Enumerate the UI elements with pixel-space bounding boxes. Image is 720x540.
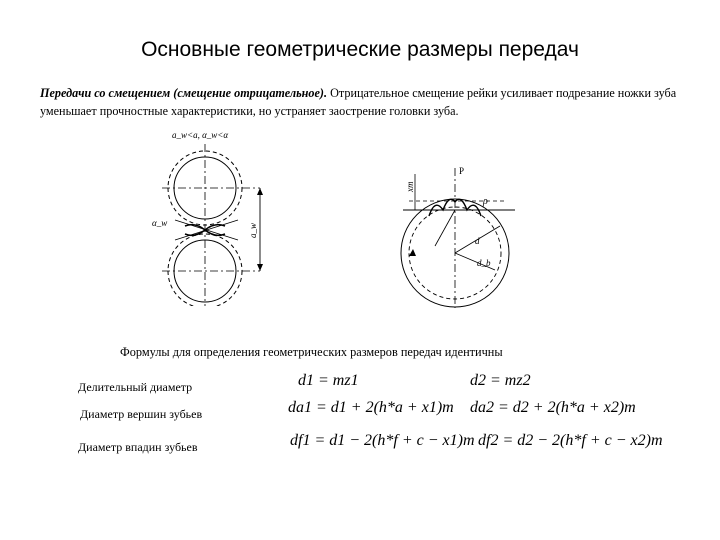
- formula-da1-text: da1 = d1 + 2(h*a + x1)m: [288, 399, 454, 416]
- intro-lead: Передачи со смещением (смещение отрицательное).: [40, 86, 328, 100]
- formula-df1-text: df1 = d1 − 2(h*f + c − x1)m: [290, 432, 475, 449]
- formula-d2: [470, 372, 531, 390]
- row-label-root-diameter: Диаметр впадин зубьев: [78, 440, 198, 454]
- meshing-gears-diagram: [150, 126, 280, 306]
- dim-arrow-bottom: [257, 264, 263, 271]
- rack-offset-diagram: [395, 158, 525, 308]
- db-label: d_b: [477, 258, 491, 268]
- gears-top-label: a_w<a, α_w<α: [172, 130, 229, 140]
- formula-da2: [470, 399, 636, 417]
- rotation-arrow: [409, 249, 416, 256]
- formula-df2: [478, 432, 663, 450]
- center-distance-label: a_w: [248, 222, 258, 238]
- dim-arrow-top: [257, 188, 263, 195]
- formula-df1: [290, 432, 475, 450]
- xm-label: xm: [405, 181, 415, 192]
- formula-d1: [298, 372, 359, 390]
- formula-da1: [288, 399, 454, 417]
- rho-label: ρ: [483, 196, 488, 207]
- row-label-tip-diameter: Диаметр вершин зубьев: [80, 407, 203, 421]
- p-label: P: [459, 166, 465, 176]
- intro-body: Отрицательное смещение рейки усиливает подрезание ножки зуба уменьшает прочностные характеристики, но устраняет заострение головки зуба.: [40, 86, 677, 118]
- formula-da2-text: da2 = d2 + 2(h*a + x2)m: [470, 399, 636, 416]
- formula-d1-text: d1 = mz1: [298, 372, 359, 389]
- alpha-w-label: α_w: [152, 218, 168, 228]
- page-title: Основные геометрические размеры передач: [141, 38, 579, 61]
- formulas-heading: Формулы для определения геометрических размеров передач идентичны: [120, 345, 503, 359]
- line-of-action: [435, 210, 455, 246]
- intro-paragraph: [40, 84, 690, 120]
- d-label: d: [475, 236, 480, 246]
- row-label-pitch-diameter: Делительный диаметр: [78, 380, 193, 394]
- formula-d2-text: d2 = mz2: [470, 372, 531, 389]
- formula-df2-text: df2 = d2 − 2(h*f + c − x2)m: [478, 432, 663, 449]
